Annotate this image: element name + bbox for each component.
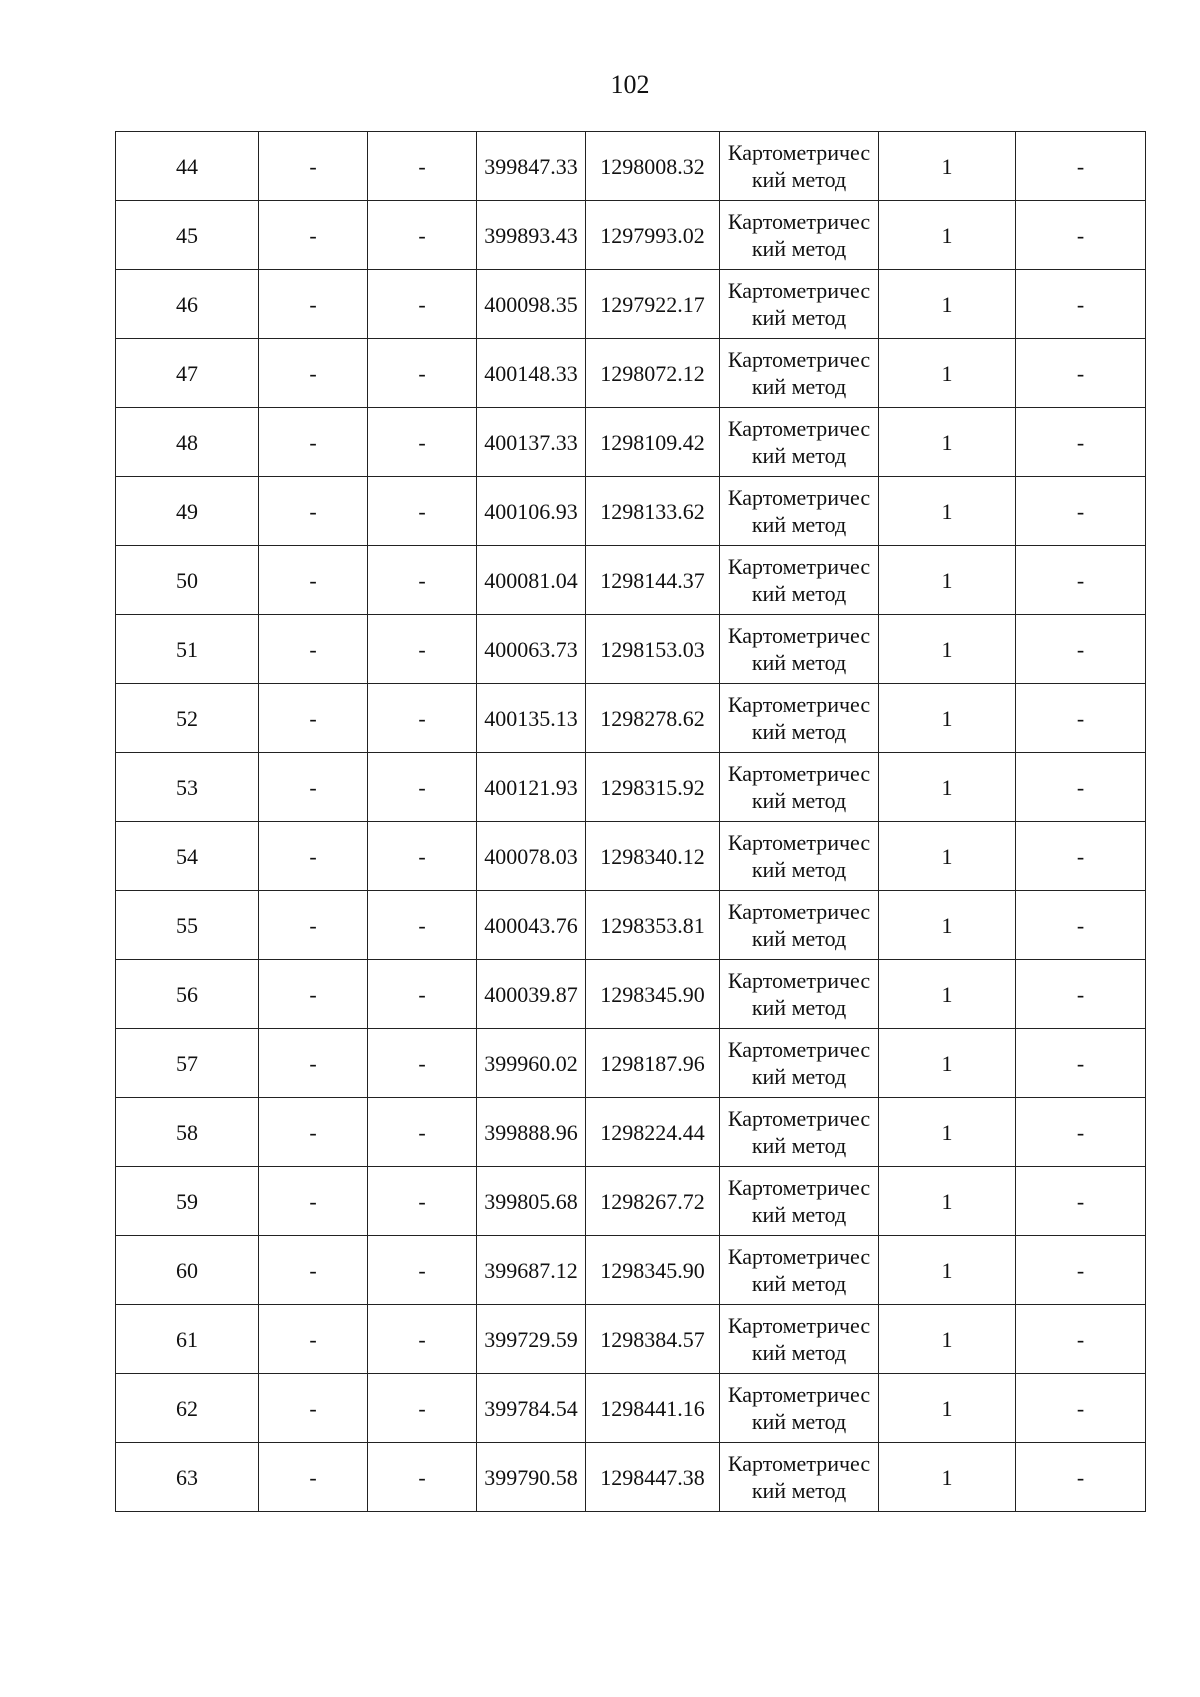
- accuracy-cell: 1: [879, 753, 1016, 822]
- method-line-1: Картометричес: [727, 1037, 871, 1062]
- dash-cell: -: [1016, 684, 1146, 753]
- dash-cell: -: [368, 1443, 477, 1512]
- y-coordinate-cell: 1297993.02: [586, 201, 720, 270]
- accuracy-cell: 1: [879, 684, 1016, 753]
- dash-cell: -: [1016, 1305, 1146, 1374]
- method-line-2: кий метод: [751, 581, 847, 606]
- x-coordinate-cell: 399888.96: [477, 1098, 586, 1167]
- method-line-2: кий метод: [751, 167, 847, 192]
- y-coordinate-cell: 1298267.72: [586, 1167, 720, 1236]
- method-line-2: кий метод: [751, 926, 847, 951]
- dash-cell: -: [368, 546, 477, 615]
- method-line-2: кий метод: [751, 374, 847, 399]
- point-number-cell: 51: [116, 615, 259, 684]
- table-row: [116, 270, 1146, 339]
- dash-cell: -: [259, 1305, 368, 1374]
- method-line-2: кий метод: [751, 1271, 847, 1296]
- dash-cell: -: [368, 132, 477, 201]
- point-number-cell: 45: [116, 201, 259, 270]
- method-line-1: Картометричес: [727, 485, 871, 510]
- y-coordinate-cell: 1298315.92: [586, 753, 720, 822]
- method-cell: [720, 753, 879, 822]
- method-line-2: кий метод: [751, 1409, 847, 1434]
- table-row: [116, 1236, 1146, 1305]
- y-coordinate-cell: 1298144.37: [586, 546, 720, 615]
- dash-cell: -: [368, 1305, 477, 1374]
- accuracy-cell: 1: [879, 477, 1016, 546]
- dash-cell: -: [259, 546, 368, 615]
- x-coordinate-cell: 400063.73: [477, 615, 586, 684]
- table-row: [116, 1167, 1146, 1236]
- table-row: [116, 408, 1146, 477]
- method-line-1: Картометричес: [727, 1175, 871, 1200]
- accuracy-cell: 1: [879, 891, 1016, 960]
- method-line-2: кий метод: [751, 305, 847, 330]
- accuracy-cell: 1: [879, 339, 1016, 408]
- table-row: [116, 615, 1146, 684]
- method-cell: [720, 1236, 879, 1305]
- dash-cell: -: [368, 960, 477, 1029]
- dash-cell: -: [368, 615, 477, 684]
- method-line-2: кий метод: [751, 512, 847, 537]
- x-coordinate-cell: 400148.33: [477, 339, 586, 408]
- method-cell: [720, 960, 879, 1029]
- dash-cell: -: [259, 1167, 368, 1236]
- dash-cell: -: [368, 684, 477, 753]
- method-line-1: Картометричес: [727, 1244, 871, 1269]
- point-number-cell: 44: [116, 132, 259, 201]
- dash-cell: -: [259, 201, 368, 270]
- dash-cell: -: [368, 822, 477, 891]
- dash-cell: -: [368, 339, 477, 408]
- point-number-cell: 59: [116, 1167, 259, 1236]
- point-number-cell: 55: [116, 891, 259, 960]
- method-cell: [720, 132, 879, 201]
- y-coordinate-cell: 1298008.32: [586, 132, 720, 201]
- dash-cell: -: [1016, 132, 1146, 201]
- y-coordinate-cell: 1298447.38: [586, 1443, 720, 1512]
- method-cell: [720, 891, 879, 960]
- dash-cell: -: [259, 1374, 368, 1443]
- method-cell: [720, 1374, 879, 1443]
- dash-cell: -: [1016, 1167, 1146, 1236]
- y-coordinate-cell: 1298109.42: [586, 408, 720, 477]
- dash-cell: -: [259, 891, 368, 960]
- x-coordinate-cell: 400137.33: [477, 408, 586, 477]
- method-cell: [720, 1443, 879, 1512]
- x-coordinate-cell: 399790.58: [477, 1443, 586, 1512]
- x-coordinate-cell: 399847.33: [477, 132, 586, 201]
- point-number-cell: 61: [116, 1305, 259, 1374]
- x-coordinate-cell: 399960.02: [477, 1029, 586, 1098]
- x-coordinate-cell: 399687.12: [477, 1236, 586, 1305]
- method-cell: [720, 1098, 879, 1167]
- table-row: [116, 684, 1146, 753]
- x-coordinate-cell: 400043.76: [477, 891, 586, 960]
- method-line-1: Картометричес: [727, 1451, 871, 1476]
- method-line-2: кий метод: [751, 1133, 847, 1158]
- method-line-1: Картометричес: [727, 1382, 871, 1407]
- table-row: [116, 1029, 1146, 1098]
- dash-cell: -: [259, 339, 368, 408]
- point-number-cell: 47: [116, 339, 259, 408]
- accuracy-cell: 1: [879, 1305, 1016, 1374]
- page-number: 102: [610, 70, 650, 99]
- method-line-1: Картометричес: [727, 623, 871, 648]
- dash-cell: -: [259, 753, 368, 822]
- point-number-cell: 52: [116, 684, 259, 753]
- table-row: [116, 753, 1146, 822]
- point-number-cell: 46: [116, 270, 259, 339]
- x-coordinate-cell: 399805.68: [477, 1167, 586, 1236]
- dash-cell: -: [368, 1167, 477, 1236]
- dash-cell: -: [1016, 822, 1146, 891]
- table-row: [116, 1098, 1146, 1167]
- point-number-cell: 63: [116, 1443, 259, 1512]
- method-cell: [720, 1029, 879, 1098]
- dash-cell: -: [1016, 546, 1146, 615]
- accuracy-cell: 1: [879, 408, 1016, 477]
- method-line-1: Картометричес: [727, 968, 871, 993]
- method-cell: [720, 1167, 879, 1236]
- dash-cell: -: [259, 132, 368, 201]
- point-number-cell: 60: [116, 1236, 259, 1305]
- dash-cell: -: [1016, 1374, 1146, 1443]
- dash-cell: -: [259, 477, 368, 546]
- dash-cell: -: [1016, 408, 1146, 477]
- x-coordinate-cell: 399784.54: [477, 1374, 586, 1443]
- method-line-2: кий метод: [751, 650, 847, 675]
- method-line-2: кий метод: [751, 1064, 847, 1089]
- method-line-2: кий метод: [751, 1478, 847, 1503]
- dash-cell: -: [368, 1236, 477, 1305]
- dash-cell: -: [1016, 753, 1146, 822]
- dash-cell: -: [368, 408, 477, 477]
- point-number-cell: 56: [116, 960, 259, 1029]
- method-line-1: Картометричес: [727, 899, 871, 924]
- dash-cell: -: [368, 1374, 477, 1443]
- point-number-cell: 53: [116, 753, 259, 822]
- method-cell: [720, 615, 879, 684]
- dash-cell: -: [368, 1098, 477, 1167]
- dash-cell: -: [368, 477, 477, 546]
- method-cell: [720, 339, 879, 408]
- method-line-2: кий метод: [751, 443, 847, 468]
- point-number-cell: 58: [116, 1098, 259, 1167]
- y-coordinate-cell: 1298224.44: [586, 1098, 720, 1167]
- dash-cell: -: [259, 408, 368, 477]
- point-number-cell: 54: [116, 822, 259, 891]
- table-row: [116, 477, 1146, 546]
- method-line-1: Картометричес: [727, 209, 871, 234]
- coordinates-table: [115, 131, 1146, 1512]
- method-cell: [720, 270, 879, 339]
- method-cell: [720, 822, 879, 891]
- dash-cell: -: [259, 1029, 368, 1098]
- y-coordinate-cell: 1298345.90: [586, 1236, 720, 1305]
- method-line-1: Картометричес: [727, 347, 871, 372]
- table-row: [116, 201, 1146, 270]
- table-row: [116, 1443, 1146, 1512]
- method-line-1: Картометричес: [727, 554, 871, 579]
- table-row: [116, 339, 1146, 408]
- dash-cell: -: [1016, 339, 1146, 408]
- table-row: [116, 1374, 1146, 1443]
- method-line-2: кий метод: [751, 1202, 847, 1227]
- method-line-1: Картометричес: [727, 1106, 871, 1131]
- accuracy-cell: 1: [879, 615, 1016, 684]
- dash-cell: -: [1016, 201, 1146, 270]
- dash-cell: -: [259, 1443, 368, 1512]
- table-row: [116, 132, 1146, 201]
- dash-cell: -: [259, 684, 368, 753]
- dash-cell: -: [1016, 270, 1146, 339]
- y-coordinate-cell: 1298384.57: [586, 1305, 720, 1374]
- point-number-cell: 50: [116, 546, 259, 615]
- x-coordinate-cell: 400121.93: [477, 753, 586, 822]
- method-line-1: Картометричес: [727, 1313, 871, 1338]
- x-coordinate-cell: 399893.43: [477, 201, 586, 270]
- point-number-cell: 48: [116, 408, 259, 477]
- point-number-cell: 62: [116, 1374, 259, 1443]
- y-coordinate-cell: 1298133.62: [586, 477, 720, 546]
- dash-cell: -: [1016, 960, 1146, 1029]
- method-cell: [720, 1305, 879, 1374]
- y-coordinate-cell: 1298072.12: [586, 339, 720, 408]
- dash-cell: -: [368, 201, 477, 270]
- dash-cell: -: [259, 270, 368, 339]
- x-coordinate-cell: 400081.04: [477, 546, 586, 615]
- accuracy-cell: 1: [879, 1167, 1016, 1236]
- method-line-2: кий метод: [751, 995, 847, 1020]
- x-coordinate-cell: 400135.13: [477, 684, 586, 753]
- y-coordinate-cell: 1298278.62: [586, 684, 720, 753]
- accuracy-cell: 1: [879, 546, 1016, 615]
- method-line-1: Картометричес: [727, 761, 871, 786]
- dash-cell: -: [259, 1236, 368, 1305]
- method-cell: [720, 477, 879, 546]
- accuracy-cell: 1: [879, 132, 1016, 201]
- dash-cell: -: [259, 822, 368, 891]
- dash-cell: -: [1016, 1236, 1146, 1305]
- table-body: [116, 132, 1146, 1512]
- method-line-1: Картометричес: [727, 140, 871, 165]
- method-cell: [720, 408, 879, 477]
- table-row: [116, 891, 1146, 960]
- accuracy-cell: 1: [879, 1443, 1016, 1512]
- dash-cell: -: [368, 891, 477, 960]
- y-coordinate-cell: 1298340.12: [586, 822, 720, 891]
- dash-cell: -: [368, 270, 477, 339]
- table-row: [116, 546, 1146, 615]
- accuracy-cell: 1: [879, 1236, 1016, 1305]
- table-row: [116, 822, 1146, 891]
- dash-cell: -: [368, 753, 477, 822]
- method-line-1: Картометричес: [727, 830, 871, 855]
- method-line-2: кий метод: [751, 719, 847, 744]
- x-coordinate-cell: 400039.87: [477, 960, 586, 1029]
- x-coordinate-cell: 400106.93: [477, 477, 586, 546]
- dash-cell: -: [259, 615, 368, 684]
- dash-cell: -: [1016, 1029, 1146, 1098]
- accuracy-cell: 1: [879, 270, 1016, 339]
- point-number-cell: 57: [116, 1029, 259, 1098]
- x-coordinate-cell: 399729.59: [477, 1305, 586, 1374]
- table-row: [116, 960, 1146, 1029]
- table-row: [116, 1305, 1146, 1374]
- accuracy-cell: 1: [879, 1374, 1016, 1443]
- point-number-cell: 49: [116, 477, 259, 546]
- method-cell: [720, 546, 879, 615]
- method-line-1: Картометричес: [727, 692, 871, 717]
- dash-cell: -: [259, 960, 368, 1029]
- method-line-2: кий метод: [751, 857, 847, 882]
- y-coordinate-cell: 1298153.03: [586, 615, 720, 684]
- accuracy-cell: 1: [879, 960, 1016, 1029]
- y-coordinate-cell: 1297922.17: [586, 270, 720, 339]
- x-coordinate-cell: 400098.35: [477, 270, 586, 339]
- method-line-1: Картометричес: [727, 278, 871, 303]
- accuracy-cell: 1: [879, 201, 1016, 270]
- dash-cell: -: [1016, 1098, 1146, 1167]
- accuracy-cell: 1: [879, 1029, 1016, 1098]
- dash-cell: -: [1016, 477, 1146, 546]
- accuracy-cell: 1: [879, 822, 1016, 891]
- y-coordinate-cell: 1298353.81: [586, 891, 720, 960]
- y-coordinate-cell: 1298441.16: [586, 1374, 720, 1443]
- accuracy-cell: 1: [879, 1098, 1016, 1167]
- y-coordinate-cell: 1298345.90: [586, 960, 720, 1029]
- method-line-1: Картометричес: [727, 416, 871, 441]
- method-cell: [720, 684, 879, 753]
- method-line-2: кий метод: [751, 236, 847, 261]
- method-line-2: кий метод: [751, 1340, 847, 1365]
- method-line-2: кий метод: [751, 788, 847, 813]
- dash-cell: -: [1016, 1443, 1146, 1512]
- dash-cell: -: [259, 1098, 368, 1167]
- y-coordinate-cell: 1298187.96: [586, 1029, 720, 1098]
- dash-cell: -: [1016, 891, 1146, 960]
- dash-cell: -: [1016, 615, 1146, 684]
- x-coordinate-cell: 400078.03: [477, 822, 586, 891]
- method-cell: [720, 201, 879, 270]
- dash-cell: -: [368, 1029, 477, 1098]
